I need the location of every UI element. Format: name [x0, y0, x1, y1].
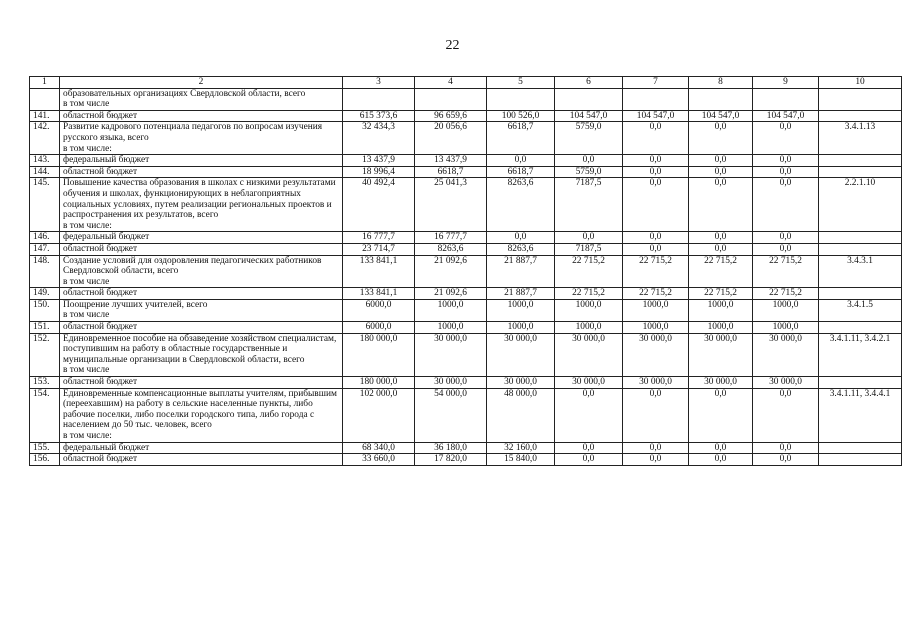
year-value-cell: [487, 88, 555, 110]
table-row: [30, 255, 902, 288]
table-row: [30, 442, 902, 454]
year-value-cell: 1000,0: [753, 322, 819, 334]
year-value-cell: 6618,7: [415, 166, 487, 178]
total-cell: 133 841,1: [343, 255, 415, 288]
year-value-cell: 0,0: [689, 243, 753, 255]
total-cell: 23 714,7: [343, 243, 415, 255]
year-value-cell: 0,0: [689, 454, 753, 466]
year-value-cell: 0,0: [623, 454, 689, 466]
total-cell: 102 000,0: [343, 388, 415, 442]
year-value-cell: 0,0: [555, 454, 623, 466]
total-cell: 180 000,0: [343, 377, 415, 389]
table-row: [30, 122, 902, 155]
year-value-cell: 5759,0: [555, 166, 623, 178]
table-row: [30, 377, 902, 389]
year-value-cell: 22 715,2: [623, 288, 689, 300]
description-cell: Развитие кадрового потенциала педагогов по вопросам изучения русского языка, всего в том числе:: [60, 122, 343, 155]
row-number-cell: 151.: [30, 322, 60, 334]
table-row: [30, 110, 902, 122]
year-value-cell: 22 715,2: [555, 255, 623, 288]
row-number-cell: 144.: [30, 166, 60, 178]
year-value-cell: 30 000,0: [689, 333, 753, 376]
row-number-cell: [30, 88, 60, 110]
year-value-cell: 1000,0: [415, 322, 487, 334]
row-number-cell: 148.: [30, 255, 60, 288]
table-row: [30, 288, 902, 300]
year-value-cell: 0,0: [623, 178, 689, 232]
row-number-cell: 143.: [30, 155, 60, 167]
year-value-cell: 0,0: [753, 166, 819, 178]
year-value-cell: 0,0: [753, 122, 819, 155]
description-cell: областной бюджет: [60, 110, 343, 122]
table-row: [30, 232, 902, 244]
year-value-cell: 21 092,6: [415, 288, 487, 300]
year-value-cell: 30 000,0: [555, 333, 623, 376]
target-ref-cell: [819, 88, 902, 110]
target-ref-cell: 3.4.3.1: [819, 255, 902, 288]
year-value-cell: 0,0: [689, 122, 753, 155]
year-value-cell: 16 777,7: [415, 232, 487, 244]
year-value-cell: 104 547,0: [623, 110, 689, 122]
year-value-cell: 32 160,0: [487, 442, 555, 454]
year-value-cell: 30 000,0: [487, 333, 555, 376]
year-value-cell: 0,0: [623, 243, 689, 255]
year-value-cell: 1000,0: [487, 299, 555, 321]
description-cell: федеральный бюджет: [60, 232, 343, 244]
column-header: 8: [689, 77, 753, 89]
table-header-row: [30, 77, 902, 89]
target-ref-cell: 3.4.1.5: [819, 299, 902, 321]
column-header: 3: [343, 77, 415, 89]
year-value-cell: 0,0: [689, 155, 753, 167]
year-value-cell: [415, 88, 487, 110]
year-value-cell: 6618,7: [487, 122, 555, 155]
row-number-cell: 149.: [30, 288, 60, 300]
target-ref-cell: 3.4.1.11, 3.4.4.1: [819, 388, 902, 442]
target-ref-cell: [819, 454, 902, 466]
description-cell: Повышение качества образования в школах с низкими результатами обучения и школах, функционирующих в неблагоприятных социальных условиях, путем реализации региональных проектов и распространения их результатов, всего в том числе:: [60, 178, 343, 232]
target-ref-cell: 3.4.1.11, 3.4.2.1: [819, 333, 902, 376]
total-cell: [343, 88, 415, 110]
year-value-cell: 0,0: [623, 232, 689, 244]
year-value-cell: 8263,6: [415, 243, 487, 255]
year-value-cell: 104 547,0: [689, 110, 753, 122]
year-value-cell: 96 659,6: [415, 110, 487, 122]
row-number-cell: 154.: [30, 388, 60, 442]
target-ref-cell: [819, 288, 902, 300]
description-cell: областной бюджет: [60, 454, 343, 466]
year-value-cell: [689, 88, 753, 110]
total-cell: 18 996,4: [343, 166, 415, 178]
total-cell: 615 373,6: [343, 110, 415, 122]
year-value-cell: 22 715,2: [689, 288, 753, 300]
target-ref-cell: [819, 243, 902, 255]
row-number-cell: 146.: [30, 232, 60, 244]
year-value-cell: 0,0: [623, 442, 689, 454]
total-cell: 33 660,0: [343, 454, 415, 466]
target-ref-cell: 2.2.1.10: [819, 178, 902, 232]
year-value-cell: 1000,0: [555, 322, 623, 334]
year-value-cell: 1000,0: [689, 299, 753, 321]
row-number-cell: 152.: [30, 333, 60, 376]
year-value-cell: 48 000,0: [487, 388, 555, 442]
year-value-cell: 0,0: [753, 454, 819, 466]
target-ref-cell: 3.4.1.13: [819, 122, 902, 155]
total-cell: 133 841,1: [343, 288, 415, 300]
year-value-cell: 21 092,6: [415, 255, 487, 288]
target-ref-cell: [819, 155, 902, 167]
year-value-cell: 30 000,0: [415, 377, 487, 389]
year-value-cell: 0,0: [753, 243, 819, 255]
description-cell: Единовременные компенсационные выплаты учителям, прибывшим (переехавшим) на работу в сельские населенные пункты, либо рабочие поселки, либо поселки городского типа, либо города с населением до 50 тыс. человек, всего в том числе:: [60, 388, 343, 442]
year-value-cell: 30 000,0: [555, 377, 623, 389]
target-ref-cell: [819, 232, 902, 244]
table-row: [30, 166, 902, 178]
total-cell: 13 437,9: [343, 155, 415, 167]
year-value-cell: 0,0: [689, 178, 753, 232]
target-ref-cell: [819, 322, 902, 334]
description-cell: областной бюджет: [60, 377, 343, 389]
year-value-cell: 0,0: [689, 388, 753, 442]
year-value-cell: 0,0: [487, 232, 555, 244]
year-value-cell: 30 000,0: [623, 333, 689, 376]
year-value-cell: 0,0: [555, 232, 623, 244]
year-value-cell: 30 000,0: [753, 377, 819, 389]
total-cell: 68 340,0: [343, 442, 415, 454]
year-value-cell: 36 180,0: [415, 442, 487, 454]
year-value-cell: 0,0: [623, 122, 689, 155]
row-number-cell: 142.: [30, 122, 60, 155]
year-value-cell: 0,0: [555, 442, 623, 454]
description-cell: областной бюджет: [60, 243, 343, 255]
description-cell: Единовременное пособие на обзаведение хозяйством специалистам, поступившим на работу в областные государственные и муниципальные организации в Свердловской области, всего в том числе: [60, 333, 343, 376]
year-value-cell: 0,0: [753, 388, 819, 442]
year-value-cell: 0,0: [555, 388, 623, 442]
table-row: [30, 388, 902, 442]
description-cell: Поощрение лучших учителей, всего в том числе: [60, 299, 343, 321]
year-value-cell: 6618,7: [487, 166, 555, 178]
year-value-cell: 30 000,0: [689, 377, 753, 389]
description-cell: федеральный бюджет: [60, 155, 343, 167]
year-value-cell: 21 887,7: [487, 255, 555, 288]
year-value-cell: 5759,0: [555, 122, 623, 155]
year-value-cell: 104 547,0: [555, 110, 623, 122]
description-cell: Создание условий для оздоровления педагогических работников Свердловской области, всего в том числе: [60, 255, 343, 288]
year-value-cell: 7187,5: [555, 243, 623, 255]
year-value-cell: [555, 88, 623, 110]
year-value-cell: 0,0: [689, 442, 753, 454]
year-value-cell: 7187,5: [555, 178, 623, 232]
column-header: 5: [487, 77, 555, 89]
year-value-cell: 21 887,7: [487, 288, 555, 300]
year-value-cell: 30 000,0: [753, 333, 819, 376]
row-number-cell: 145.: [30, 178, 60, 232]
total-cell: 40 492,4: [343, 178, 415, 232]
year-value-cell: 0,0: [753, 442, 819, 454]
total-cell: 16 777,7: [343, 232, 415, 244]
year-value-cell: 22 715,2: [753, 255, 819, 288]
column-header: 7: [623, 77, 689, 89]
description-cell: областной бюджет: [60, 288, 343, 300]
description-cell: областной бюджет: [60, 322, 343, 334]
total-cell: 180 000,0: [343, 333, 415, 376]
table-row: [30, 322, 902, 334]
row-number-cell: 155.: [30, 442, 60, 454]
description-cell: образовательных организациях Свердловской области, всего в том числе: [60, 88, 343, 110]
year-value-cell: 0,0: [753, 155, 819, 167]
year-value-cell: 1000,0: [689, 322, 753, 334]
row-number-cell: 153.: [30, 377, 60, 389]
year-value-cell: 0,0: [555, 155, 623, 167]
column-header: 9: [753, 77, 819, 89]
year-value-cell: 100 526,0: [487, 110, 555, 122]
year-value-cell: 0,0: [689, 232, 753, 244]
table-row: [30, 243, 902, 255]
year-value-cell: 17 820,0: [415, 454, 487, 466]
target-ref-cell: [819, 442, 902, 454]
year-value-cell: 13 437,9: [415, 155, 487, 167]
column-header: 2: [60, 77, 343, 89]
year-value-cell: [623, 88, 689, 110]
year-value-cell: 0,0: [689, 166, 753, 178]
row-number-cell: 150.: [30, 299, 60, 321]
row-number-cell: 156.: [30, 454, 60, 466]
description-cell: областной бюджет: [60, 166, 343, 178]
description-cell: федеральный бюджет: [60, 442, 343, 454]
year-value-cell: 0,0: [487, 155, 555, 167]
year-value-cell: 54 000,0: [415, 388, 487, 442]
budget-table: [29, 76, 902, 466]
year-value-cell: 30 000,0: [487, 377, 555, 389]
year-value-cell: 0,0: [753, 232, 819, 244]
table-row: [30, 155, 902, 167]
year-value-cell: 1000,0: [555, 299, 623, 321]
year-value-cell: 1000,0: [415, 299, 487, 321]
table-row: [30, 299, 902, 321]
year-value-cell: 0,0: [623, 166, 689, 178]
row-number-cell: 141.: [30, 110, 60, 122]
table-row: [30, 88, 902, 110]
year-value-cell: 15 840,0: [487, 454, 555, 466]
total-cell: 6000,0: [343, 299, 415, 321]
column-header: 1: [30, 77, 60, 89]
year-value-cell: [753, 88, 819, 110]
total-cell: 6000,0: [343, 322, 415, 334]
year-value-cell: 0,0: [623, 155, 689, 167]
target-ref-cell: [819, 166, 902, 178]
target-ref-cell: [819, 110, 902, 122]
page-number: 22: [445, 38, 460, 53]
table-row: [30, 333, 902, 376]
year-value-cell: 20 056,6: [415, 122, 487, 155]
year-value-cell: 30 000,0: [415, 333, 487, 376]
target-ref-cell: [819, 377, 902, 389]
table-row: [30, 178, 902, 232]
column-header: 4: [415, 77, 487, 89]
column-header: 10: [819, 77, 902, 89]
year-value-cell: 1000,0: [753, 299, 819, 321]
year-value-cell: 8263,6: [487, 243, 555, 255]
year-value-cell: 0,0: [753, 178, 819, 232]
column-header: 6: [555, 77, 623, 89]
year-value-cell: 22 715,2: [689, 255, 753, 288]
year-value-cell: 0,0: [623, 388, 689, 442]
table-row: [30, 454, 902, 466]
year-value-cell: 1000,0: [487, 322, 555, 334]
year-value-cell: 22 715,2: [623, 255, 689, 288]
row-number-cell: 147.: [30, 243, 60, 255]
year-value-cell: 22 715,2: [753, 288, 819, 300]
total-cell: 32 434,3: [343, 122, 415, 155]
year-value-cell: 25 041,3: [415, 178, 487, 232]
year-value-cell: 30 000,0: [623, 377, 689, 389]
year-value-cell: 104 547,0: [753, 110, 819, 122]
year-value-cell: 1000,0: [623, 322, 689, 334]
year-value-cell: 1000,0: [623, 299, 689, 321]
year-value-cell: 8263,6: [487, 178, 555, 232]
year-value-cell: 22 715,2: [555, 288, 623, 300]
